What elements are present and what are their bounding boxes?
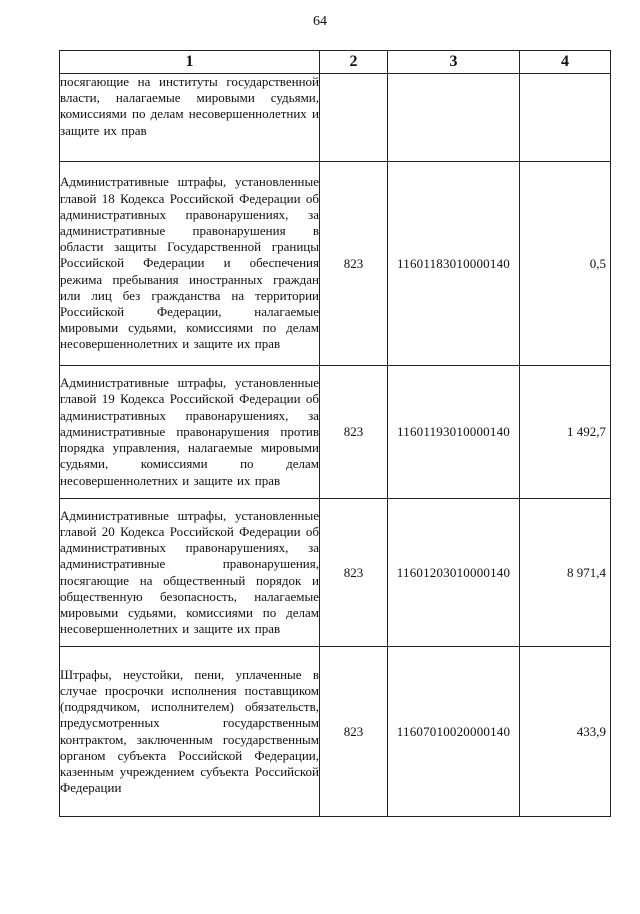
row-amount [520,74,611,162]
table-row [60,74,611,162]
header-row [60,51,611,74]
row-kbk-code: 11601203010000140 [388,499,520,647]
row-kbk-code [388,74,520,162]
row-admin-code: 823 [320,499,388,647]
column-header-1: 1 [60,51,320,74]
row-description: Административные штрафы, установленные главой 19 Кодекса Российской Федерации об административных правонарушениях, за административные правонарушения против порядка управления, налагаемые мировыми судьями, комиссиями по делам несовершеннолетних и защите их прав [60,366,320,499]
row-admin-code: 823 [320,366,388,499]
row-kbk-code: 11601183010000140 [388,162,520,366]
row-amount: 433,9 [520,647,611,817]
revenue-table [59,50,611,817]
row-description: Административные штрафы, установленные главой 18 Кодекса Российской Федерации об административных правонарушениях, за административные правонарушения в области защиты Государственной границы Российской Федерации и обеспечения режима пребывания иностранных граждан или лиц без гражданства на территории Российской Федерации, налагаемые мировыми судьями, комиссиями по делам несовершеннолетних и защите их прав [60,162,320,366]
row-amount: 1 492,7 [520,366,611,499]
row-description: Штрафы, неустойки, пени, уплаченные в случае просрочки исполнения поставщиком (подрядчиком, исполнителем) обязательств, предусмотренных государственным контрактом, заключенным государственным органом субъекта Российской Федерации, казенным учреждением субъекта Российской Федерации [60,647,320,817]
table-row [60,162,611,366]
row-description: посягающие на институты государственной власти, налагаемые мировыми судьями, комиссиями по делам несовершеннолетних и защите их прав [60,74,320,162]
page-number: 64 [313,14,327,29]
row-amount: 8 971,4 [520,499,611,647]
row-kbk-code: 11601193010000140 [388,366,520,499]
table-row [60,647,611,817]
column-header-4: 4 [520,51,611,74]
column-header-3: 3 [388,51,520,74]
row-admin-code: 823 [320,647,388,817]
row-admin-code [320,74,388,162]
column-header-2: 2 [320,51,388,74]
row-amount: 0,5 [520,162,611,366]
table-row [60,499,611,647]
row-kbk-code: 11607010020000140 [388,647,520,817]
row-description: Административные штрафы, установленные главой 20 Кодекса Российской Федерации об административных правонарушениях, за административные правонарушения, посягающие на общественный порядок и общественную безопасность, налагаемые мировыми судьями, комиссиями по делам несовершеннолетних и защите их прав [60,499,320,647]
table-row [60,366,611,499]
row-admin-code: 823 [320,162,388,366]
